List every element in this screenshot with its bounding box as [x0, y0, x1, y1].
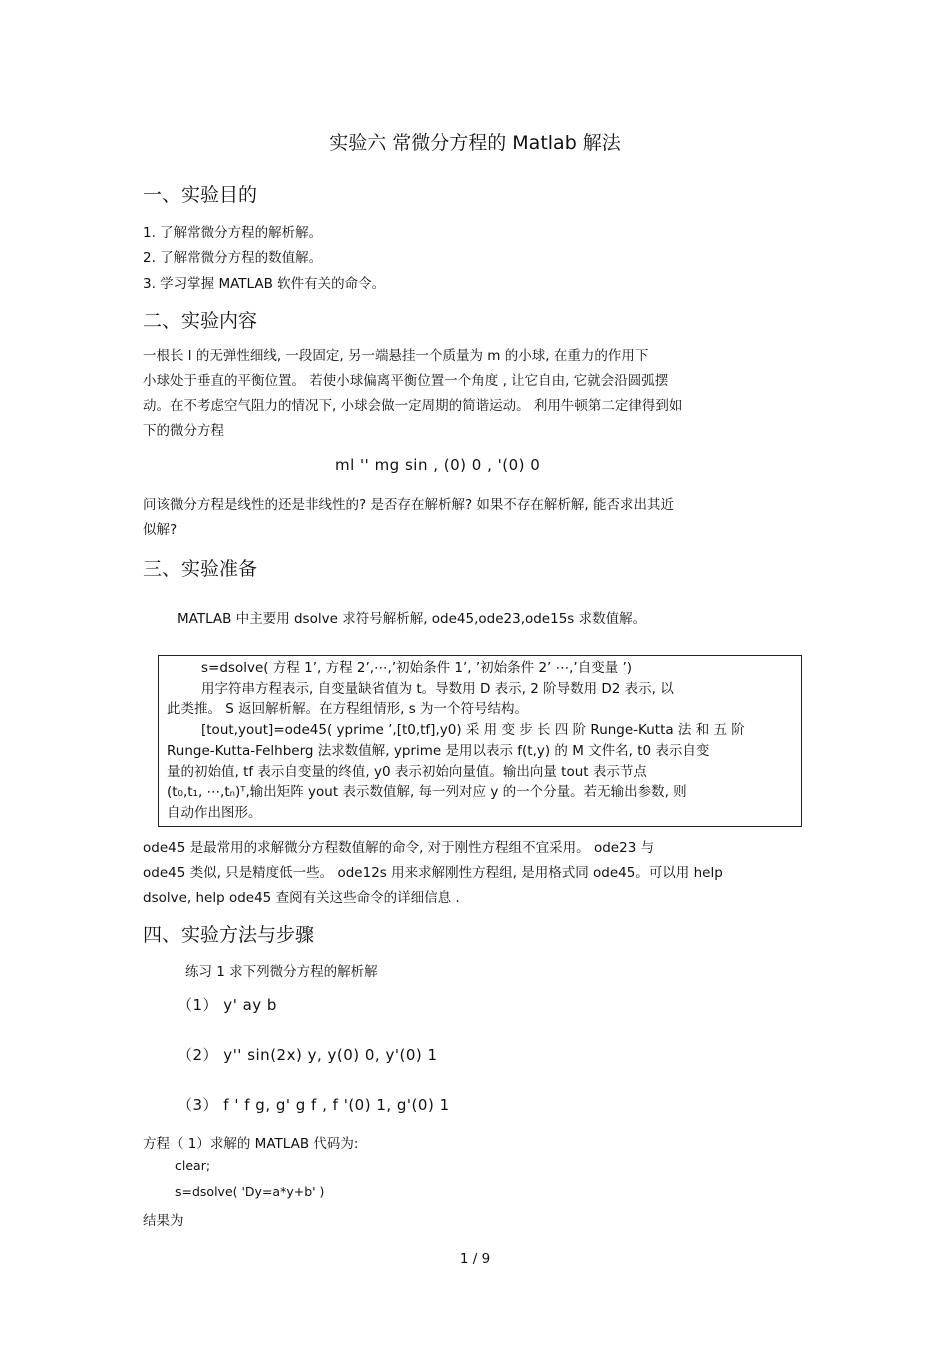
- box-line: (t₀,t₁, ⋯,tₙ)ᵀ,输出矩阵 yout 表示数值解, 每一列对应 y 的一个分量。若无输出参数, 则: [167, 784, 687, 801]
- section-heading-preparation: 三、实验准备: [143, 558, 258, 580]
- paragraph-line: 一根长 l 的无弹性细线, 一段固定, 另一端悬挂一个质量为 m 的小球, 在重力的作用下: [143, 348, 649, 364]
- paragraph-line: 下的微分方程: [143, 423, 224, 439]
- section-heading-objectives: 一、实验目的: [143, 184, 258, 206]
- section-heading-method: 四、实验方法与步骤: [143, 924, 315, 946]
- box-line: 用字符串方程表示, 自变量缺省值为 t。导数用 D 表示, 2 阶导数用 D2 表示, 以: [201, 680, 674, 697]
- paragraph-line: dsolve, help ode45 查阅有关这些命令的详细信息 .: [143, 890, 460, 906]
- equation-3: （3） f ' f g, g' g f , f '(0) 1, g'(0) 1: [177, 1096, 450, 1114]
- paragraph-line: MATLAB 中主要用 dsolve 求符号解析解, ode45,ode23,ode15s 求数值解。: [177, 611, 647, 627]
- equation-2: （2） y'' sin(2x) y, y(0) 0, y'(0) 1: [177, 1046, 438, 1064]
- result-label: 结果为: [143, 1213, 184, 1229]
- exercise-label: 练习 1 求下列微分方程的解析解: [185, 964, 378, 980]
- pendulum-equation: ml '' mg sin , (0) 0 , '(0) 0: [335, 456, 541, 474]
- equation-1: （1） y' ay b: [177, 996, 277, 1014]
- paragraph-line: 问该微分方程是线性的还是非线性的? 是否存在解析解? 如果不存在解析解, 能否求出其近: [143, 497, 674, 513]
- paragraph-line: 小球处于垂直的平衡位置。 若使小球偏离平衡位置一个角度 , 让它自由, 它就会沿圆弧摆: [143, 373, 669, 389]
- box-line: s=dsolve( 方程 1’, 方程 2’,⋯,’初始条件 1’, ’初始条件 2’ ⋯,’自变量 ’): [201, 660, 633, 676]
- list-item: 3. 学习掌握 MATLAB 软件有关的命令。: [143, 276, 386, 292]
- box-line: 此类推。 S 返回解析解。在方程组情形, s 为一个符号结构。: [167, 701, 529, 718]
- box-line: 量的初始值, tf 表示自变量的终值, y0 表示初始向量值。输出向量 tout 表示节点: [167, 763, 647, 780]
- paragraph-line: 似解?: [143, 522, 178, 538]
- command-description-box: [158, 655, 802, 827]
- code-intro: 方程（ 1）求解的 MATLAB 代码为:: [143, 1136, 359, 1152]
- list-item: 2. 了解常微分方程的数值解。: [143, 250, 323, 266]
- box-line: Runge-Kutta-Felhberg 法求数值解, yprime 是用以表示 f(t,y) 的 M 文件名, t0 表示自变: [167, 742, 710, 759]
- page-number: 1 / 9: [459, 1251, 491, 1267]
- box-line: 自动作出图形。: [167, 804, 262, 821]
- section-heading-content: 二、实验内容: [143, 310, 258, 332]
- paragraph-line: ode45 类似, 只是精度低一些。 ode12s 用来求解刚性方程组, 是用格式同 ode45。可以用 help: [143, 865, 723, 881]
- code-line: clear;: [175, 1158, 211, 1173]
- code-line: s=dsolve( 'Dy=a*y+b' ): [175, 1184, 325, 1199]
- list-item: 1. 了解常微分方程的解析解。: [143, 225, 323, 241]
- page-title: 实验六 常微分方程的 Matlab 解法: [329, 132, 621, 154]
- paragraph-line: 动。在不考虑空气阻力的情况下, 小球会做一定周期的简谐运动。 利用牛顿第二定律得到如: [143, 398, 683, 414]
- paragraph-line: ode45 是最常用的求解微分方程数值解的命令, 对于刚性方程组不宜采用。 ode23 与: [143, 840, 655, 856]
- box-line: [tout,yout]=ode45( yprime ’,[t0,tf],y0) 采 用 变 步 长 四 阶 Runge-Kutta 法 和 五 阶: [201, 722, 745, 739]
